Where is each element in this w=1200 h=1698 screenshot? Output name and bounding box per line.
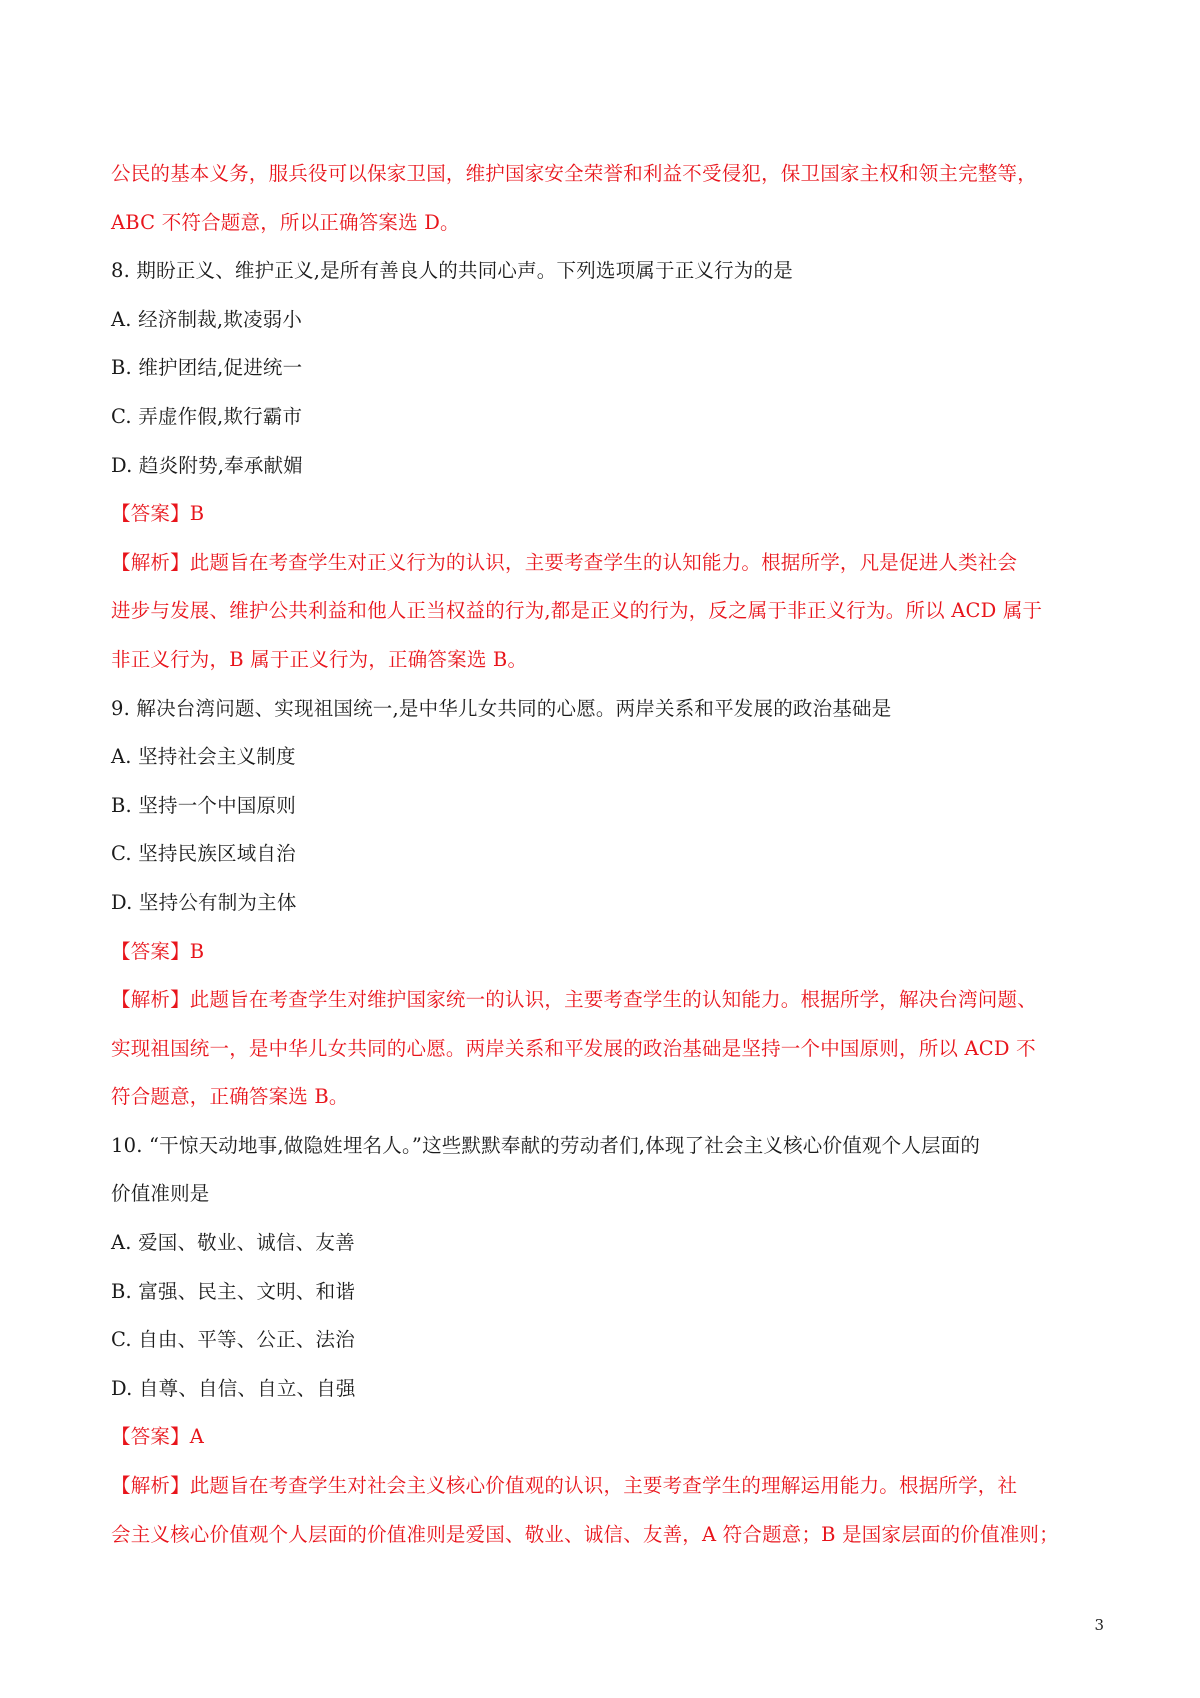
text-line: 价值准则是 — [111, 1182, 210, 1206]
text-line: 符合题意，正确答案选 B。 — [111, 1085, 349, 1109]
text-line: A. 爱国、敬业、诚信、友善 — [111, 1231, 355, 1255]
text-line: C. 坚持民族区域自治 — [111, 842, 296, 866]
text-line: 进步与发展、维护公共利益和他人正当权益的行为,都是正义的行为，反之属于非正义行为。所以 ACD 属于 — [111, 599, 1043, 623]
text-line: ABC 不符合题意，所以正确答案选 D。 — [111, 210, 460, 234]
text-line: 【解析】此题旨在考查学生对社会主义核心价值观的认识，主要考查学生的理解运用能力。根据所学，社 — [111, 1474, 1018, 1498]
text-line: 会主义核心价值观个人层面的价值准则是爱国、敬业、诚信、友善，A 符合题意；B 是国家层面的价值准则； — [111, 1522, 1059, 1546]
text-line: 实现祖国统一，是中华儿女共同的心愿。两岸关系和平发展的政治基础是坚持一个中国原则，所以 ACD 不 — [111, 1036, 1036, 1060]
text-line: A. 坚持社会主义制度 — [111, 745, 296, 769]
text-line: C. 弄虚作假,欺行霸市 — [111, 404, 303, 428]
text-line: B. 维护团结,促进统一 — [111, 356, 303, 380]
text-line: A. 经济制裁,欺凌弱小 — [111, 307, 303, 331]
text-line: 【答案】B — [111, 939, 205, 963]
text-line: 【解析】此题旨在考查学生对正义行为的认识，主要考查学生的认知能力。根据所学，凡是促进人类社会 — [111, 550, 1018, 574]
text-line: 【答案】A — [111, 1425, 205, 1449]
text-line: D. 趋炎附势,奉承献媚 — [111, 453, 303, 477]
text-line: 【答案】B — [111, 502, 205, 526]
page-content — [111, 150, 1101, 1559]
text-line: 8. 期盼正义、维护正义,是所有善良人的共同心声。下列选项属于正义行为的是 — [111, 259, 793, 283]
text-line: D. 自尊、自信、自立、自强 — [111, 1376, 356, 1400]
text-line: B. 富强、民主、文明、和谐 — [111, 1279, 356, 1303]
text-line: B. 坚持一个中国原则 — [111, 793, 296, 817]
text-line: 【解析】此题旨在考查学生对维护国家统一的认识，主要考查学生的认知能力。根据所学，解决台湾问题、 — [111, 988, 1037, 1012]
text-line: 10. “干惊天动地事,做隐姓埋名人。”这些默默奉献的劳动者们,体现了社会主义核心价值观个人层面的 — [111, 1133, 981, 1157]
page-number: 3 — [1094, 1616, 1104, 1634]
text-line: 9. 解决台湾问题、实现祖国统一,是中华儿女共同的心愿。两岸关系和平发展的政治基础是 — [111, 696, 892, 720]
text-line: C. 自由、平等、公正、法治 — [111, 1328, 355, 1352]
text-line: D. 坚持公有制为主体 — [111, 890, 297, 914]
text-line: 非正义行为，B 属于正义行为，正确答案选 B。 — [111, 647, 528, 671]
text-line: 公民的基本义务，服兵役可以保家卫国，维护国家安全荣誉和利益不受侵犯，保卫国家主权和领主完整等， — [111, 162, 1037, 185]
